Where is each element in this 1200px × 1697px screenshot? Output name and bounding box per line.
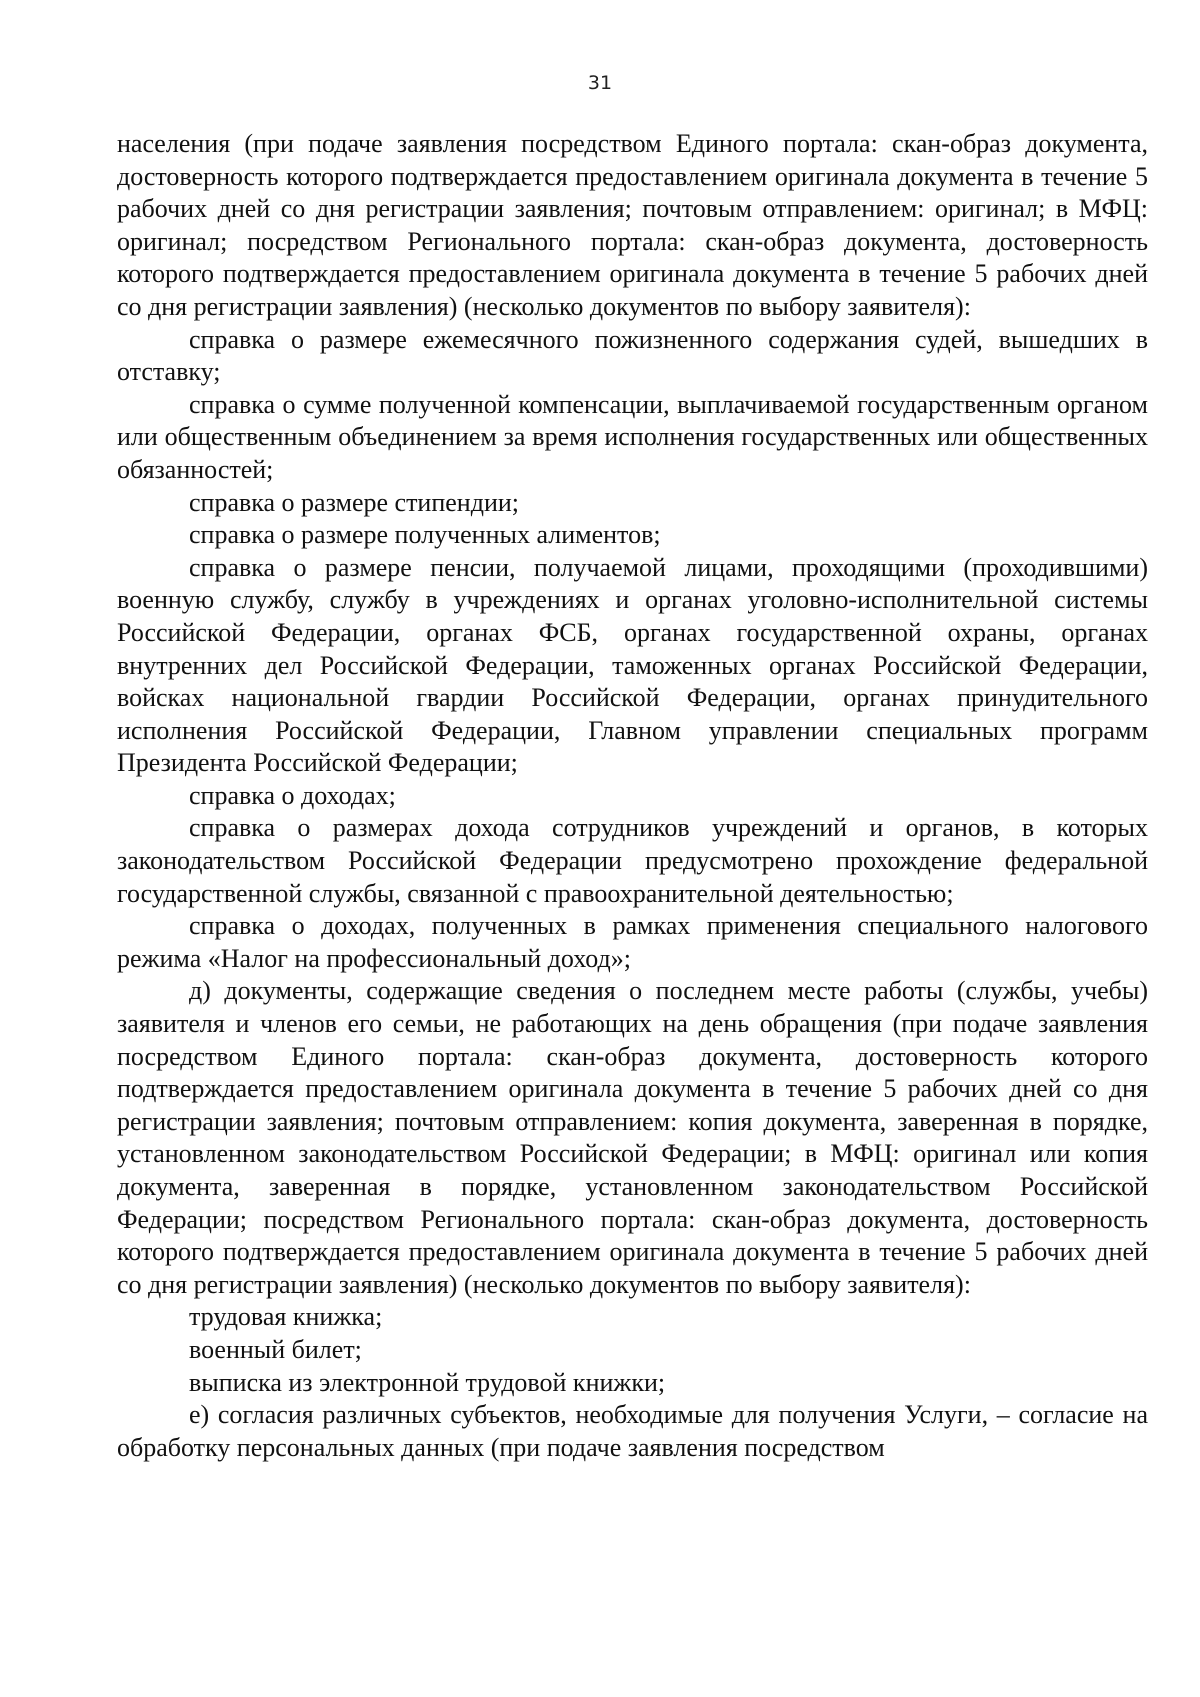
paragraph: населения (при подаче заявления посредством Единого портала: скан-образ документа, достоверность которого подтверждается предоставлением оригинала документа в течение 5 рабочих дней со дня регистрации заявления; почтовым отправлением: оригинал; в МФЦ: оригинал; посредством Регионального портала: скан-образ документа, достоверность которого подтверждается предоставлением оригинала документа в течение 5 рабочих дней со дня регистрации заявления) (несколько документов по выбору заявителя): (117, 129, 1148, 321)
document-body (117, 128, 1148, 1464)
paragraph: д) документы, содержащие сведения о последнем месте работы (службы, учебы) заявителя и членов его семьи, не работающих на день обращения (при подаче заявления посредством Единого портала: скан-образ документа, достоверность которого подтверждается предоставлением оригинала документа в течение 5 рабочих дней со дня регистрации заявления; почтовым отправлением: копия документа, заверенная в порядке, установленном законодательством Российской Федерации; в МФЦ: оригинал или копия документа, заверенная в порядке, установленном законодательством Российской Федерации; посредством Регионального портала: скан-образ документа, достоверность которого подтверждается предоставлением оригинала документа в течение 5 рабочих дней со дня регистрации заявления) (несколько документов по выбору заявителя): (117, 976, 1148, 1299)
paragraph: справка о доходах; (189, 780, 396, 810)
paragraph: справка о размере стипендии; (189, 487, 519, 517)
paragraph: справка о доходах, полученных в рамках применения специального налогового режима «Налог на профессиональный доход»; (117, 911, 1148, 973)
paragraph: е) согласия различных субъектов, необходимые для получения Услуги, – согласие на обработку персональных данных (при подаче заявления посредством (117, 1400, 1148, 1462)
paragraph: справка о сумме полученной компенсации, выплачиваемой государственным органом или общественным объединением за время исполнения государственных или общественных обязанностей; (117, 389, 1148, 484)
paragraph: трудовая книжка; (189, 1302, 383, 1332)
paragraph: выписка из электронной трудовой книжки; (189, 1367, 666, 1397)
paragraph: справка о размере ежемесячного пожизненного содержания судей, вышедших в отставку; (117, 324, 1148, 387)
paragraph: справка о размерах дохода сотрудников учреждений и органов, в которых законодательством Российской Федерации предусмотрено прохождение федеральной государственной службы, связанной с правоохранительной деятельностью; (117, 813, 1148, 908)
paragraph: справка о размере пенсии, получаемой лицами, проходящими (проходившими) военную службу, службу в учреждениях и органах уголовно-исполнительной системы Российской Федерации, органах ФСБ, органах государственной охраны, органах внутренних дел Российской Федерации, таможенных органах Российской Федерации, войсках национальной гвардии Российской Федерации, органах принудительного исполнения Российской Федерации, Главном управлении специальных программ Президента Российской Федерации; (117, 552, 1148, 778)
paragraph: справка о размере полученных алиментов; (189, 520, 661, 550)
paragraph: военный билет; (189, 1334, 362, 1364)
page-number: 31 (587, 72, 613, 94)
